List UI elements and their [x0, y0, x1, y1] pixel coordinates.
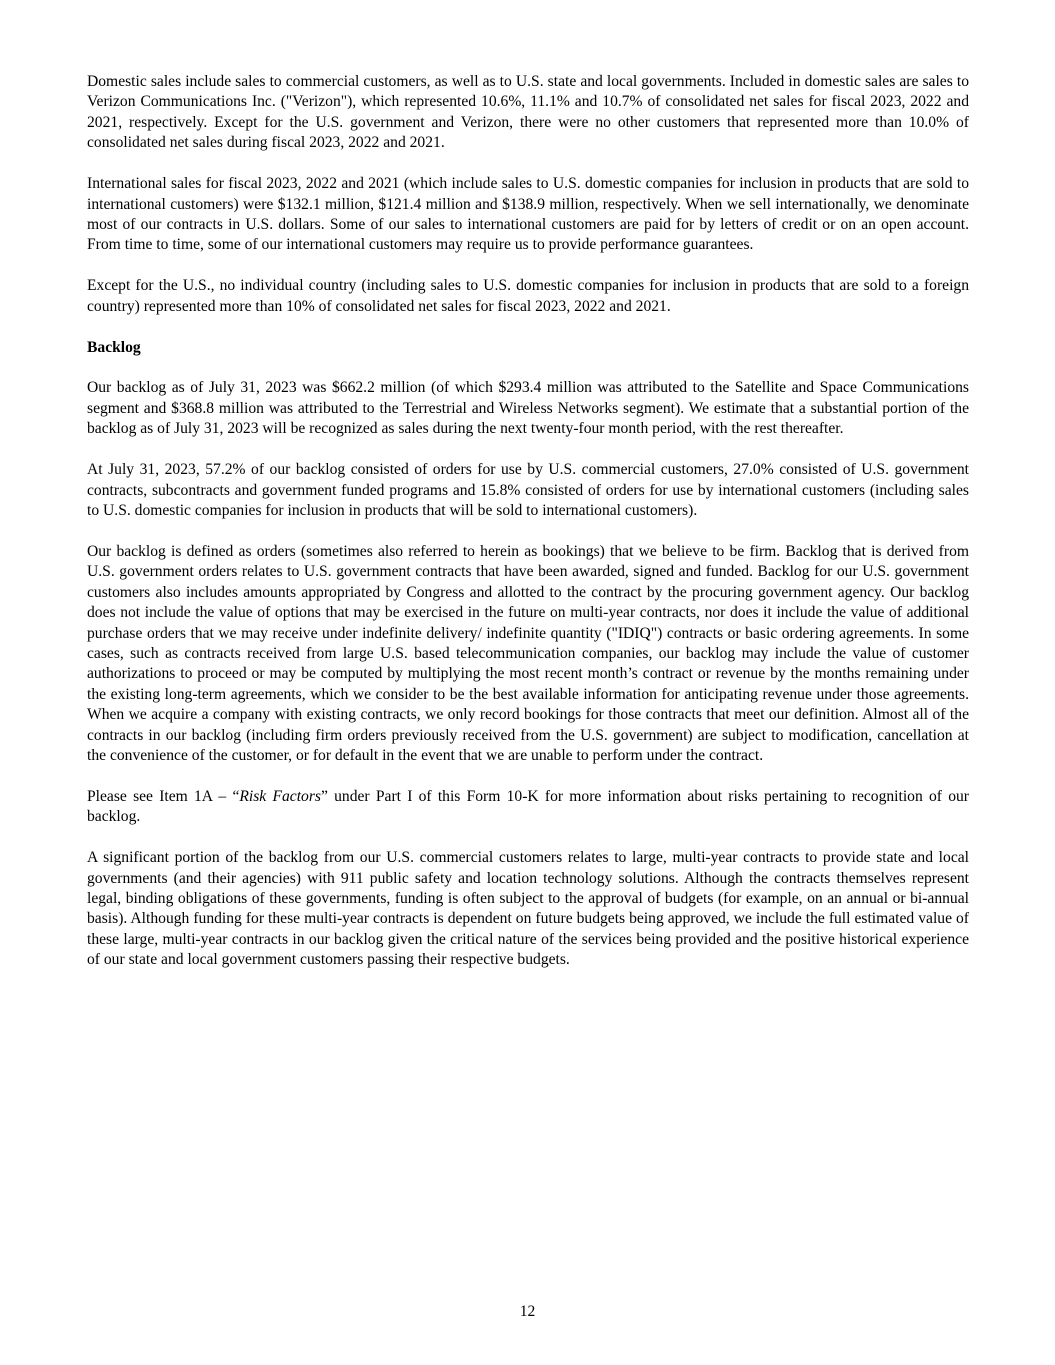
paragraph-911-contracts: A significant portion of the backlog from our U.S. commercial customers relates to large, multi-year contracts to provide state and local governments (and their agencies) with 911 public safety and location technology solutions. Although the contracts themselves represent legal, binding obligations of these governments, funding is often subject to the approval of budgets (for example, on an annual or bi-annual basis). Although funding for these multi-year contracts is dependent on future budgets being approved, we include the full estimated value of these large, multi-year contracts in our backlog given the critical nature of the services being provided and the positive historical experience of our state and local government customers passing their respective budgets.	[87, 849, 969, 969]
paragraph-backlog-definition: Our backlog is defined as orders (sometimes also referred to herein as bookings) that we believe to be firm. Backlog that is derived from U.S. government orders relates to U.S. government contracts that have been awarded, signed and funded. Backlog for our U.S. government customers also includes amounts appropriated by Congress and allotted to the contract by the procuring government agency. Our backlog does not include the value of options that may be exercised in the future on multi-year contracts, nor does it include the value of additional purchase orders that we may receive under indefinite delivery/ indefinite quantity ("IDIQ") contracts or basic ordering agreements. In some cases, such as contracts received from large U.S. based telecommunication companies, our backlog may include the value of customer authorizations to proceed or may be computed by multiplying the most recent month’s contract or revenue by the months remaining under the existing long-term agreements, which we consider to be the best available information for anticipating revenue under those agreements. When we acquire a company with existing contracts, we only record bookings for those contracts that meet our definition. Almost all of the contracts in our backlog (including firm orders previously received from the U.S. government) are subject to modification, cancellation at the convenience of the customer, or for default in the event that we are unable to perform under the contract.	[87, 542, 969, 764]
document-body	[87, 72, 969, 991]
section-heading-backlog: Backlog	[87, 338, 141, 356]
paragraph-country-concentration: Except for the U.S., no individual country (including sales to U.S. domestic companies for inclusion in products that are sold to a foreign country) represented more than 10% of consolidated net sales for fiscal 2023, 2022 and 2021.	[87, 277, 969, 315]
paragraph-domestic-sales: Domestic sales include sales to commercial customers, as well as to U.S. state and local governments. Included in domestic sales are sales to Verizon Communications Inc. ("Verizon"), which represented 10.6%, 11.1% and 10.7% of consolidated net sales for fiscal 2023, 2022 and 2021, respectively. Except for the U.S. government and Verizon, there were no other customers that represented more than 10.0% of consolidated net sales during fiscal 2023, 2022 and 2021.	[87, 73, 969, 152]
paragraph-risk-factors-reference	[87, 787, 969, 828]
paragraph-backlog-composition: At July 31, 2023, 57.2% of our backlog consisted of orders for use by U.S. commercial customers, 27.0% consisted of U.S. government contracts, subcontracts and government funded programs and 15.8% consisted of orders for use by international customers (including sales to U.S. domestic companies for inclusion in products that will be sold to international customers).	[87, 461, 969, 519]
risk-text-before: Please see Item 1A – “	[87, 787, 240, 805]
risk-text-after: ” under Part I of this Form 10-K for more information about risks pertaining to recognition of our backlog.	[87, 787, 969, 826]
paragraph-backlog-amount: Our backlog as of July 31, 2023 was $662.2 million (of which $293.4 million was attributed to the Satellite and Space Communications segment and $368.8 million was attributed to the Terrestrial and Wireless Networks segment). We estimate that a substantial portion of the backlog as of July 31, 2023 will be recognized as sales during the next twenty-four month period, with the rest thereafter.	[87, 379, 969, 438]
page-number: 12	[519, 1303, 536, 1320]
risk-factors-italic: Risk Factors	[239, 787, 321, 805]
paragraph-international-sales: International sales for fiscal 2023, 2022 and 2021 (which include sales to U.S. domestic companies for inclusion in products that are sold to international customers) were $132.1 million, $121.4 million and $138.9 million, respectively. When we sell internationally, we denominate most of our contracts in U.S. dollars. Some of our sales to international customers are paid for by letters of credit or on an open account. From time to time, some of our international customers may require us to provide performance guarantees.	[87, 175, 969, 254]
